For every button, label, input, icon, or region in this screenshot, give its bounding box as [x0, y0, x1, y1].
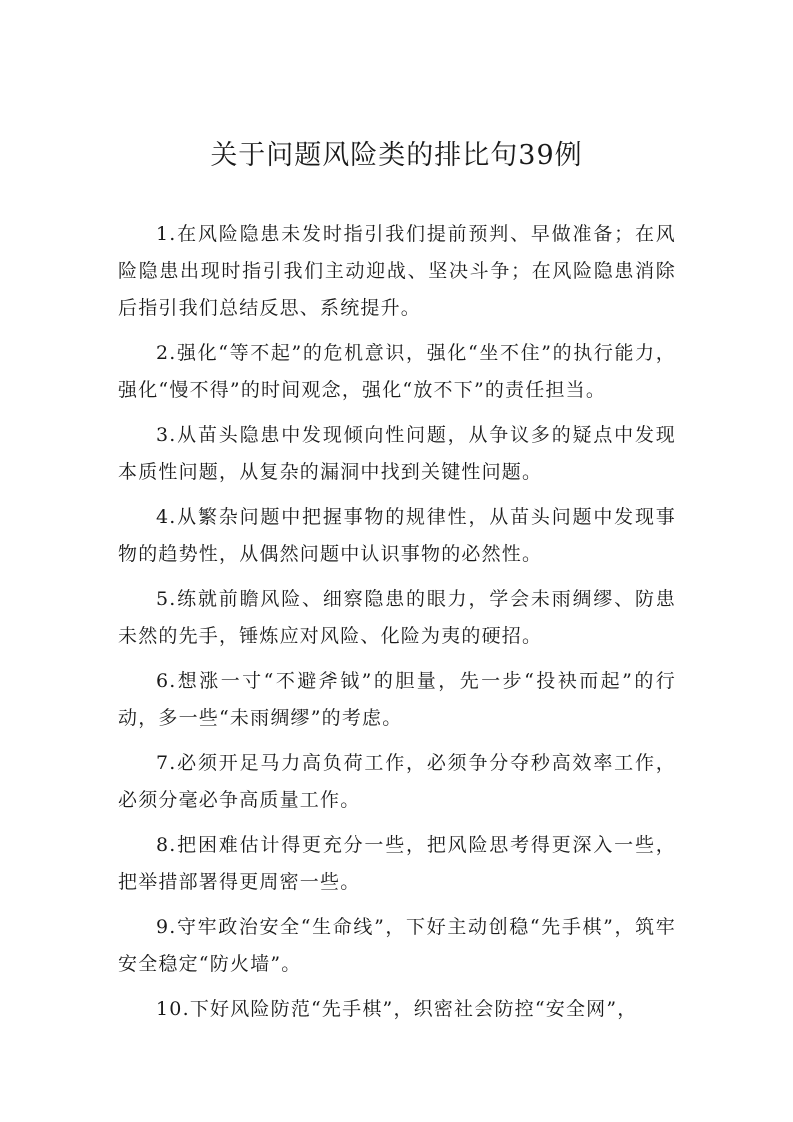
paragraph-2: 2.强化“等不起”的危机意识，强化“坐不住”的执行能力，强化“慢不得”的时间观念，强化“放不下”的责任担当。 [118, 342, 676, 401]
paragraph-10: 10.下好风险防范“先手棋”，织密社会防控“安全网”， [156, 998, 638, 1020]
paragraph-7: 7.必须开足马力高负荷工作，必须争分夺秒高效率工作，必须分毫必争高质量工作。 [118, 752, 676, 811]
paragraph-8: 8.把困难估计得更充分一些，把风险思考得更深入一些，把举措部署得更周密一些。 [118, 834, 676, 893]
paragraph-1: 1.在风险隐患未发时指引我们提前预判、早做准备；在风险隐患出现时指引我们主动迎战、坚决斗争；在风险隐患消除后指引我们总结反思、系统提升。 [118, 223, 676, 319]
paragraph-3: 3.从苗头隐患中发现倾向性问题，从争议多的疑点中发现本质性问题，从复杂的漏洞中找到关键性问题。 [118, 424, 676, 483]
paragraph-6: 6.想涨一寸“不避斧钺”的胆量，先一步“投袂而起”的行动，多一些“未雨绸缪”的考虑。 [118, 670, 676, 729]
paragraph-5: 5.练就前瞻风险、细察隐患的眼力，学会未雨绸缪、防患未然的先手，锤炼应对风险、化险为夷的硬招。 [118, 588, 676, 647]
document-title: 关于问题风险类的排比句39例 [210, 140, 583, 171]
paragraph-4: 4.从繁杂问题中把握事物的规律性，从苗头问题中发现事物的趋势性，从偶然问题中认识事物的必然性。 [118, 506, 676, 565]
document-body [118, 216, 676, 1036]
paragraph-9: 9.守牢政治安全“生命线”，下好主动创稳“先手棋”，筑牢安全稳定“防火墙”。 [118, 916, 676, 975]
